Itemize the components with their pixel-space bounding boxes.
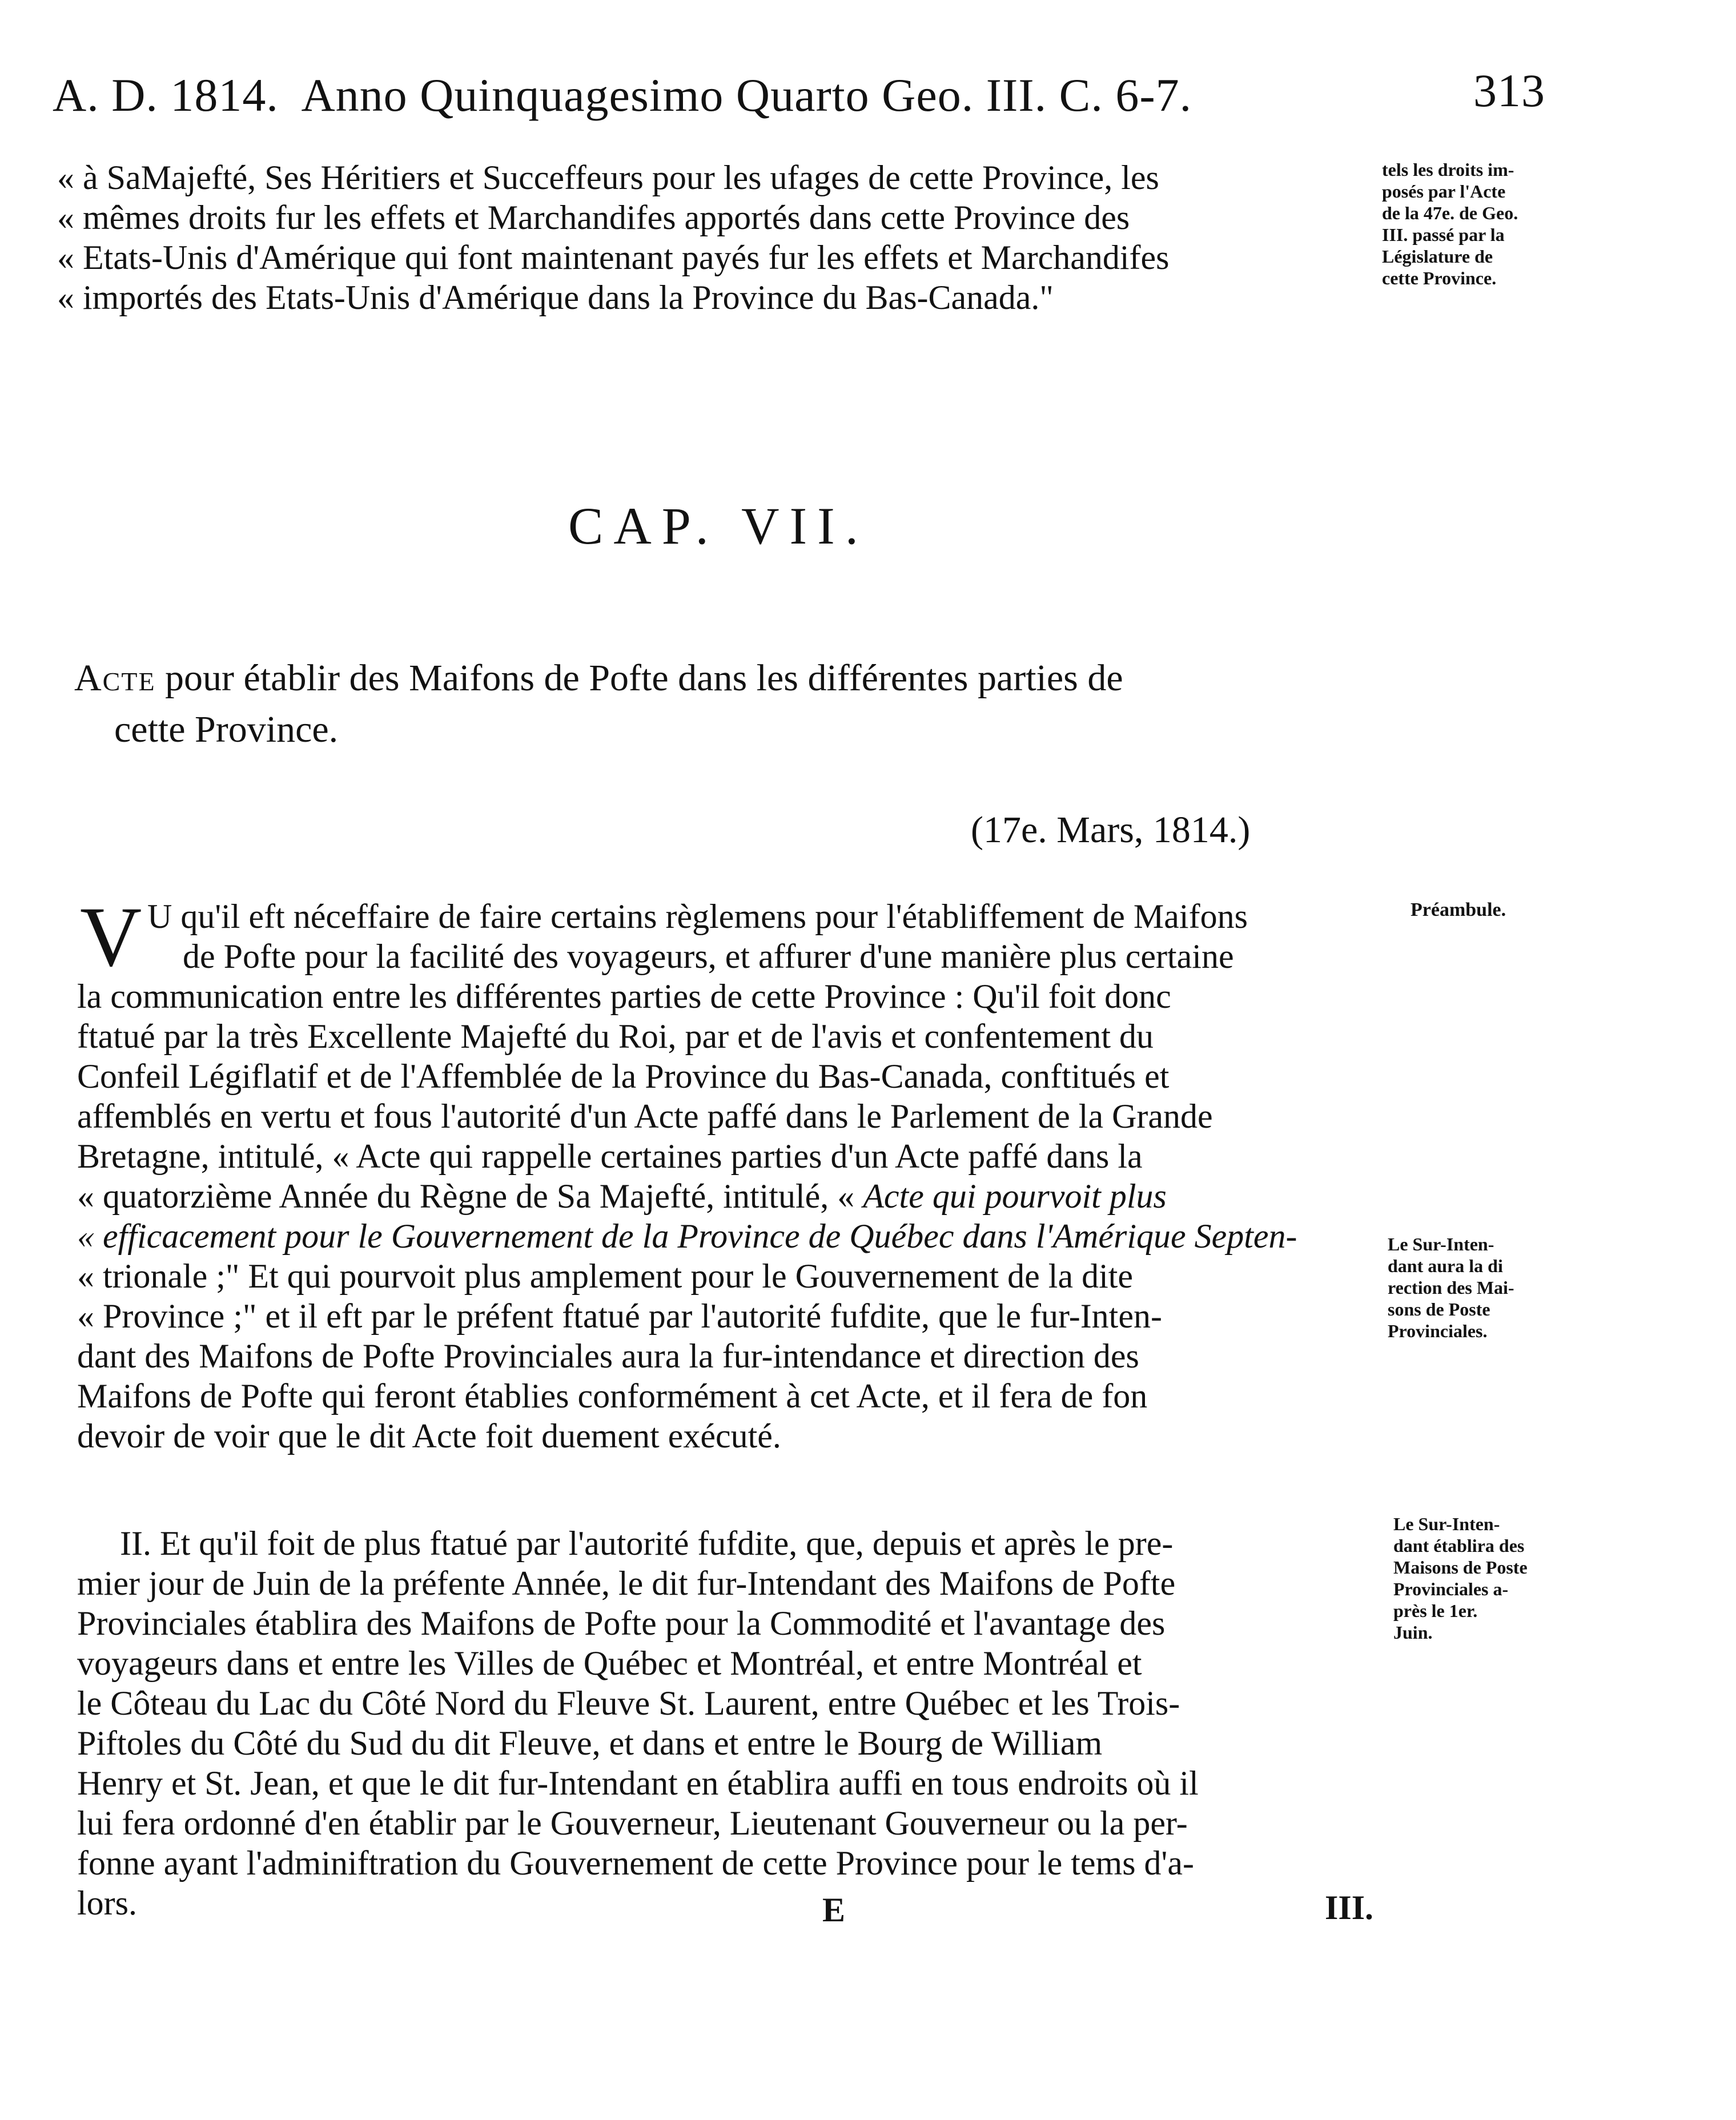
act-date: (17e. Mars, 1814.) (971, 809, 1251, 851)
act-title (74, 657, 1123, 700)
signature-mark: E (822, 1891, 846, 1929)
text-line: « à SaMajefté, Ses Héritiers et Succeffeurs pour les ufages de cette Province, les (57, 159, 1159, 196)
header-title: Anno Quinquagesimo Quarto Geo. III. C. 6-7. (301, 69, 1192, 121)
chapter-heading: CAP. VII. (568, 497, 869, 555)
text-line: « Etats-Unis d'Amérique qui font maintenant payés fur les effets et Marchandifes (57, 239, 1170, 276)
page-number: 313 (1473, 65, 1545, 116)
text-line: « mêmes droits fur les effets et Marchandifes apportés dans cette Province des (57, 199, 1130, 236)
header-year: A. D. 1814. (53, 69, 279, 121)
drop-cap: V (80, 890, 142, 984)
text-line: « importés des Etats-Unis d'Amérique dans la Province du Bas-Canada." (57, 279, 1054, 316)
act-title-lead: Acte (74, 657, 156, 699)
act-title-line2: cette Province. (114, 709, 339, 750)
catchword: III. (1325, 1889, 1374, 1926)
act-title-line1: pour établir des Maifons de Pofte dans les différentes parties de (165, 657, 1123, 699)
running-header (53, 69, 1192, 122)
preamble-margin-note: Préambule. (1410, 899, 1506, 920)
